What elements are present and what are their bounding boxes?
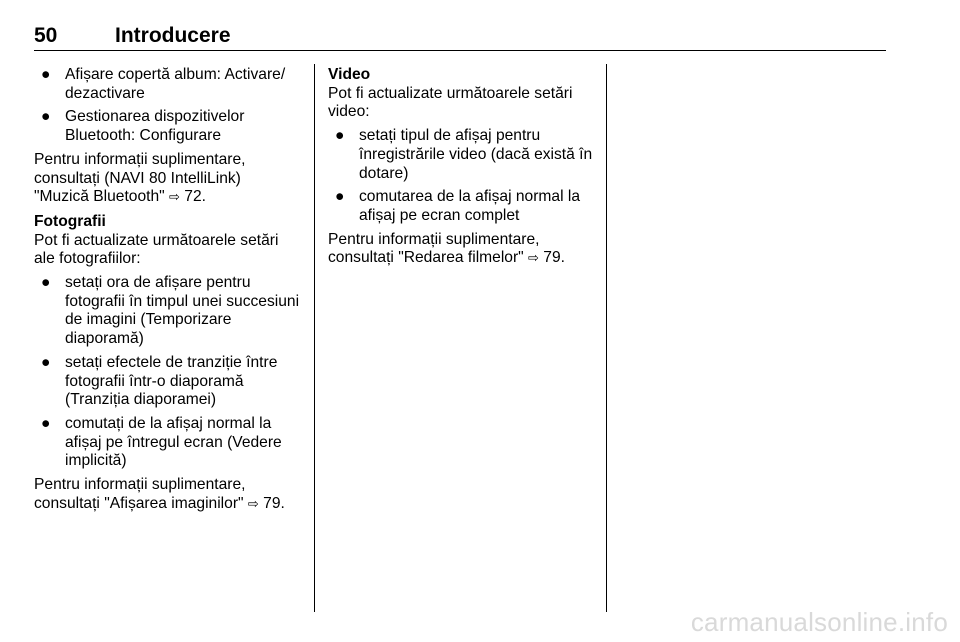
bullet-dot-icon: ● (41, 274, 51, 292)
page-reference-link[interactable]: 72. (184, 188, 206, 206)
list-item: ● comutați de la afișaj normal la afișaj pe întregul ecran (Vedere implicită) (41, 414, 282, 470)
bullet-dot-icon: ● (335, 127, 345, 145)
list-item: ● Afișare copertă album: Activare/ dezactivare (41, 66, 286, 102)
section-heading-video: Video (328, 66, 371, 83)
page-number: 50 (34, 24, 58, 47)
page-header (34, 24, 886, 51)
column-divider-right (606, 64, 607, 612)
section-heading-photos: Fotografii (34, 212, 106, 230)
bullet-dot-icon: ● (41, 353, 51, 371)
list-item: ● comutarea de la afișaj normal la afișaj pe ecran complet (335, 188, 581, 224)
page-reference-arrow-icon: ⇨ (528, 251, 539, 267)
settings-list-photos (34, 274, 300, 471)
info-paragraph-music: Pentru informații suplimentare, consultați (NAVI 80 IntelliLink) "Muzică Bluetooth" ⇨ 72. (34, 150, 246, 206)
bullet-dot-icon: ● (41, 66, 51, 83)
video-intro: Pot fi actualizate următoarele setări video: (328, 84, 573, 121)
info-paragraph-video: Pentru informații suplimentare, consultați "Redarea filmelor" ⇨ 79. (328, 230, 565, 267)
settings-list-music (34, 66, 300, 146)
bullet-dot-icon: ● (335, 188, 345, 206)
list-item: ● setați ora de afișare pentru fotografii în timpul unei succesiuni de imagini (Temporizare diaporamă) (41, 274, 300, 348)
page-reference-link[interactable]: 79. (543, 249, 565, 267)
bullet-dot-icon: ● (41, 108, 51, 126)
page-reference-link[interactable]: 79. (263, 494, 285, 512)
watermark: carmanualsonline.info (690, 607, 948, 637)
column-divider-left (314, 64, 315, 612)
settings-list-video (328, 127, 594, 226)
chapter-title: Introducere (115, 24, 231, 47)
page-reference-arrow-icon: ⇨ (169, 190, 180, 206)
info-paragraph-photos: Pentru informații suplimentare, consultați "Afișarea imaginilor" ⇨ 79. (34, 476, 285, 512)
page-reference-arrow-icon: ⇨ (247, 496, 259, 512)
list-item: ● Gestionarea dispozitivelor Bluetooth: Configurare (41, 108, 245, 145)
list-item: ● setați efectele de tranziție între fotografii într-o diaporamă (Tranziția diaporamei) (41, 353, 278, 409)
bullet-dot-icon: ● (41, 414, 51, 432)
column-middle (328, 66, 594, 274)
list-item: ● setați tipul de afișaj pentru înregistrările video (dacă există în dotare) (335, 127, 593, 182)
photos-intro: Pot fi actualizate următoarele setări ale fotografiilor: (34, 231, 279, 268)
column-left (34, 66, 300, 519)
